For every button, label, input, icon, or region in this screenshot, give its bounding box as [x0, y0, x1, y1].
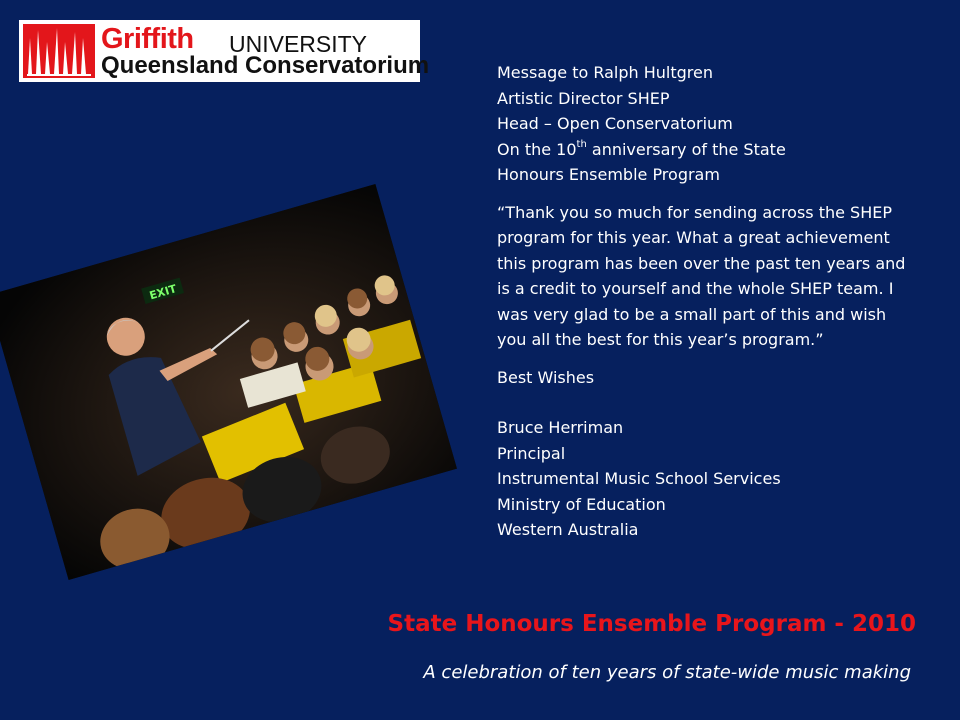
anniversary-line: On the 10th anniversary of the State [497, 139, 786, 159]
signature-title: Principal [497, 443, 566, 463]
signature-organization: Ministry of Education [497, 494, 666, 514]
exit-sign: EXIT [147, 282, 179, 303]
logo-conservatorium-text: Queensland Conservatorium [101, 52, 430, 79]
griffith-logo [19, 20, 430, 82]
signature-location: Western Australia [497, 520, 639, 539]
message-header-line: Head – Open Conservatorium [497, 114, 733, 133]
message-header-line: Artistic Director SHEP [497, 88, 670, 108]
quote-paragraph: “Thank you so much for sending across the SHEP program for this year. What a great achievement this program has been over the past ten years and is a credit to yourself and the whole SHEP team. I was very glad to be a small part of this and wish you all the best for this year’s program.” [497, 202, 906, 349]
signature-name: Bruce Herriman [497, 418, 624, 437]
logo-griffith-text: Griffith [101, 23, 194, 55]
program-subtitle: A celebration of ten years of state-wide music making [423, 662, 911, 683]
message-text-block [497, 60, 917, 543]
griffith-emblem-icon [23, 24, 95, 78]
logo-university-text: UNIVERSITY [229, 31, 368, 57]
message-header-line: Message to Ralph Hultgren [497, 63, 714, 82]
anniversary-line-2: Honours Ensemble Program [497, 165, 720, 184]
signature-department: Instrumental Music School Services [497, 469, 781, 488]
conductor-photo [0, 184, 457, 580]
program-title: State Honours Ensemble Program - 2010 [387, 611, 916, 637]
closing-line: Best Wishes [497, 367, 595, 387]
